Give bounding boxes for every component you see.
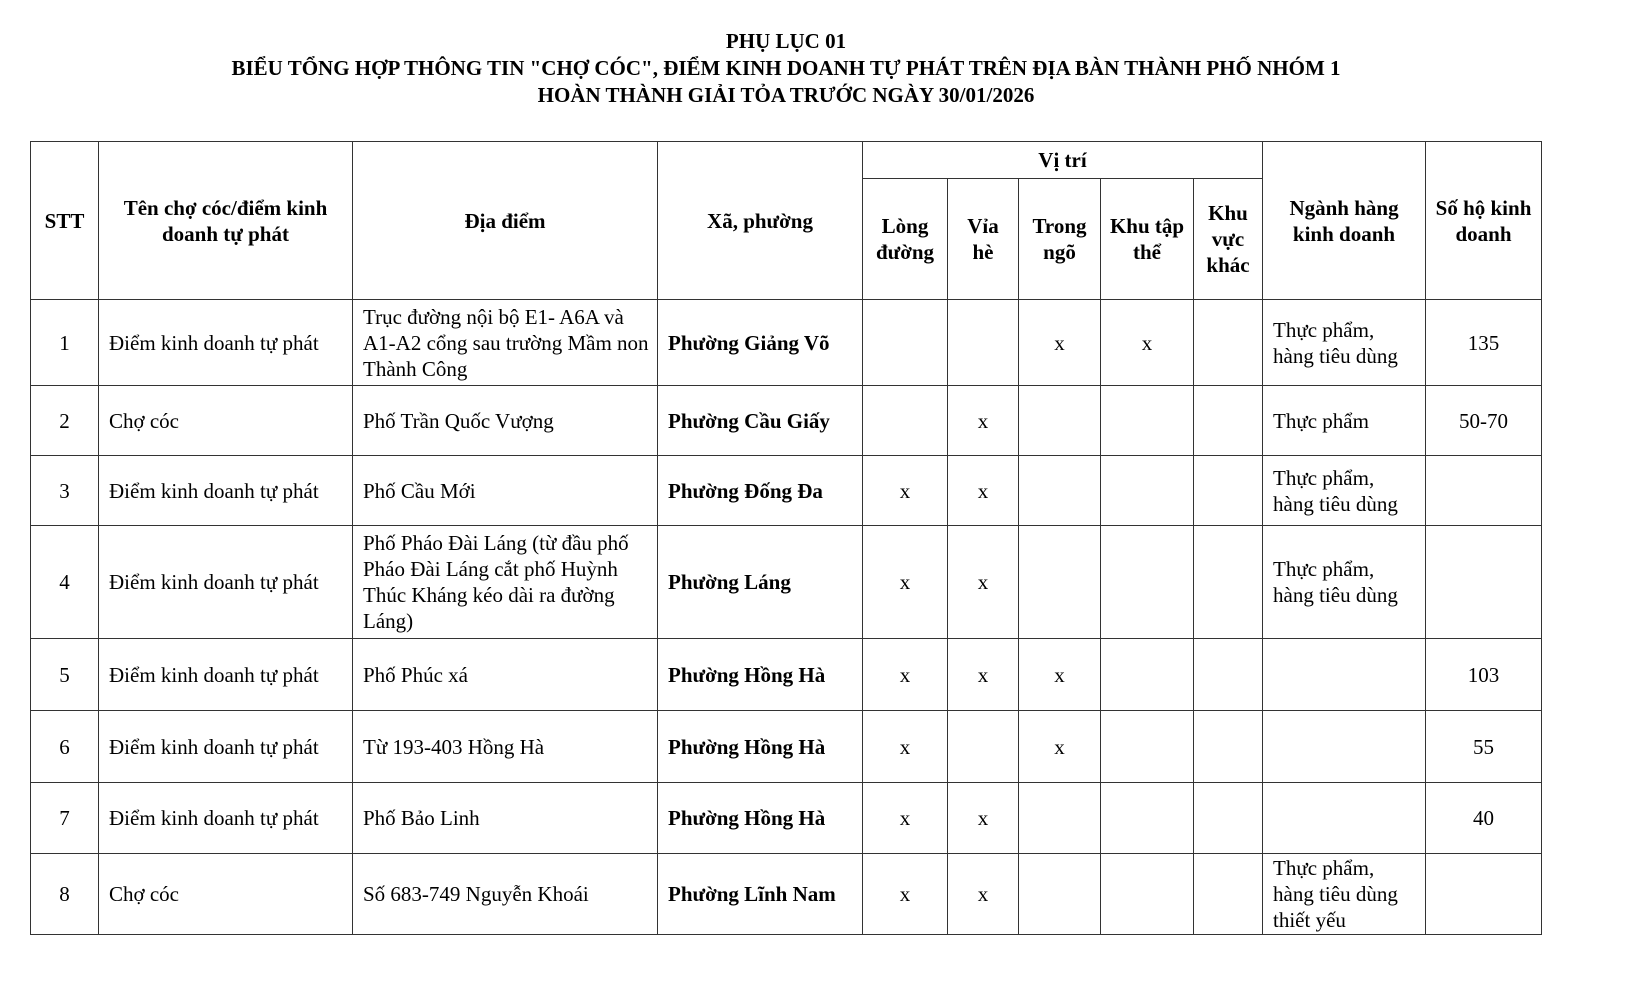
header-khu-tap-the: Khu tập thể [1101, 179, 1194, 300]
cell-p5 [1194, 711, 1263, 783]
cell-stt: 5 [31, 639, 99, 711]
cell-goods: Thực phẩm, hàng tiêu dùng thiết yếu [1263, 854, 1426, 935]
cell-p5 [1194, 854, 1263, 935]
header-ward: Xã, phường [658, 142, 863, 300]
cell-households [1426, 854, 1542, 935]
cell-stt: 2 [31, 386, 99, 456]
cell-goods [1263, 639, 1426, 711]
cell-p1 [863, 300, 948, 386]
cell-households [1426, 456, 1542, 526]
cell-location: Phố Phúc xá [353, 639, 658, 711]
cell-households: 55 [1426, 711, 1542, 783]
cell-p1: x [863, 526, 948, 639]
cell-p5 [1194, 639, 1263, 711]
cell-p3: x [1019, 639, 1101, 711]
cell-name: Điểm kinh doanh tự phát [99, 456, 353, 526]
header-goods: Ngành hàng kinh doanh [1263, 142, 1426, 300]
cell-p1: x [863, 711, 948, 783]
cell-p4 [1101, 456, 1194, 526]
cell-p4 [1101, 711, 1194, 783]
market-table [30, 141, 1542, 935]
cell-p4 [1101, 386, 1194, 456]
cell-stt: 4 [31, 526, 99, 639]
cell-p3 [1019, 854, 1101, 935]
header-long-duong: Lòng đường [863, 179, 948, 300]
cell-p2 [948, 300, 1019, 386]
cell-location: Từ 193-403 Hồng Hà [353, 711, 658, 783]
title-line-3: HOÀN THÀNH GIẢI TỎA TRƯỚC NGÀY 30/01/2026 [537, 83, 1035, 107]
cell-name: Điểm kinh doanh tự phát [99, 526, 353, 639]
cell-households [1426, 526, 1542, 639]
cell-stt: 6 [31, 711, 99, 783]
cell-p3 [1019, 526, 1101, 639]
table-row [31, 783, 1542, 854]
cell-p3 [1019, 456, 1101, 526]
cell-households: 40 [1426, 783, 1542, 854]
cell-goods: Thực phẩm [1263, 386, 1426, 456]
table-row [31, 386, 1542, 456]
cell-ward: Phường Láng [658, 526, 863, 639]
cell-p2: x [948, 854, 1019, 935]
cell-p5 [1194, 386, 1263, 456]
cell-p2: x [948, 456, 1019, 526]
cell-location: Phố Cầu Mới [353, 456, 658, 526]
document-title [0, 28, 1572, 109]
cell-p5 [1194, 783, 1263, 854]
title-line-2: BIỂU TỔNG HỢP THÔNG TIN "CHỢ CÓC", ĐIỂM KINH DOANH TỰ PHÁT TRÊN ĐỊA BÀN THÀNH PHỐ NHÓM 1 [231, 56, 1341, 80]
cell-name: Chợ cóc [99, 386, 353, 456]
cell-location: Phố Pháo Đài Láng (từ đầu phố Pháo Đài Láng cắt phố Huỳnh Thúc Kháng kéo dài ra đường Láng) [353, 526, 658, 639]
cell-p3: x [1019, 300, 1101, 386]
header-households: Số hộ kinh doanh [1426, 142, 1542, 300]
cell-name: Điểm kinh doanh tự phát [99, 639, 353, 711]
title-line-1: PHỤ LỤC 01 [725, 29, 847, 53]
cell-name: Chợ cóc [99, 854, 353, 935]
table-row [31, 526, 1542, 639]
cell-ward: Phường Đống Đa [658, 456, 863, 526]
cell-p4: x [1101, 300, 1194, 386]
cell-p2: x [948, 639, 1019, 711]
cell-ward: Phường Hồng Hà [658, 783, 863, 854]
cell-p2 [948, 711, 1019, 783]
table-row [31, 300, 1542, 386]
cell-households: 135 [1426, 300, 1542, 386]
cell-p1: x [863, 456, 948, 526]
cell-ward: Phường Cầu Giấy [658, 386, 863, 456]
header-via-he: Vỉa hè [948, 179, 1019, 300]
table-row [31, 711, 1542, 783]
cell-p3: x [1019, 711, 1101, 783]
cell-location: Phố Trần Quốc Vượng [353, 386, 658, 456]
cell-p2: x [948, 526, 1019, 639]
cell-p2: x [948, 783, 1019, 854]
cell-goods [1263, 783, 1426, 854]
table-row [31, 456, 1542, 526]
cell-location: Trục đường nội bộ E1- A6A và A1-A2 cổng sau trường Mầm non Thành Công [353, 300, 658, 386]
cell-ward: Phường Giảng Võ [658, 300, 863, 386]
cell-location: Số 683-749 Nguyễn Khoái [353, 854, 658, 935]
cell-p5 [1194, 300, 1263, 386]
cell-goods [1263, 711, 1426, 783]
cell-p4 [1101, 783, 1194, 854]
cell-p4 [1101, 639, 1194, 711]
cell-name: Điểm kinh doanh tự phát [99, 300, 353, 386]
header-position: Vị trí [863, 142, 1263, 179]
cell-households: 50-70 [1426, 386, 1542, 456]
cell-stt: 7 [31, 783, 99, 854]
cell-goods: Thực phẩm, hàng tiêu dùng [1263, 456, 1426, 526]
header-khu-vuc-khac: Khu vực khác [1194, 179, 1263, 300]
cell-goods: Thực phẩm, hàng tiêu dùng [1263, 300, 1426, 386]
table-row [31, 854, 1542, 935]
header-name: Tên chợ cóc/điểm kinh doanh tự phát [99, 142, 353, 300]
cell-ward: Phường Hồng Hà [658, 639, 863, 711]
table-row [31, 639, 1542, 711]
cell-p1: x [863, 639, 948, 711]
header-trong-ngo: Trong ngõ [1019, 179, 1101, 300]
header-stt: STT [31, 142, 99, 300]
cell-stt: 1 [31, 300, 99, 386]
cell-p4 [1101, 526, 1194, 639]
cell-p1: x [863, 854, 948, 935]
cell-p5 [1194, 526, 1263, 639]
cell-p1: x [863, 783, 948, 854]
header-location: Địa điểm [353, 142, 658, 300]
cell-location: Phố Bảo Linh [353, 783, 658, 854]
cell-p3 [1019, 386, 1101, 456]
cell-stt: 3 [31, 456, 99, 526]
cell-goods: Thực phẩm, hàng tiêu dùng [1263, 526, 1426, 639]
cell-name: Điểm kinh doanh tự phát [99, 783, 353, 854]
cell-p2: x [948, 386, 1019, 456]
cell-ward: Phường Lĩnh Nam [658, 854, 863, 935]
cell-p4 [1101, 854, 1194, 935]
cell-ward: Phường Hồng Hà [658, 711, 863, 783]
cell-p3 [1019, 783, 1101, 854]
cell-stt: 8 [31, 854, 99, 935]
cell-households: 103 [1426, 639, 1542, 711]
cell-p5 [1194, 456, 1263, 526]
cell-name: Điểm kinh doanh tự phát [99, 711, 353, 783]
cell-p1 [863, 386, 948, 456]
